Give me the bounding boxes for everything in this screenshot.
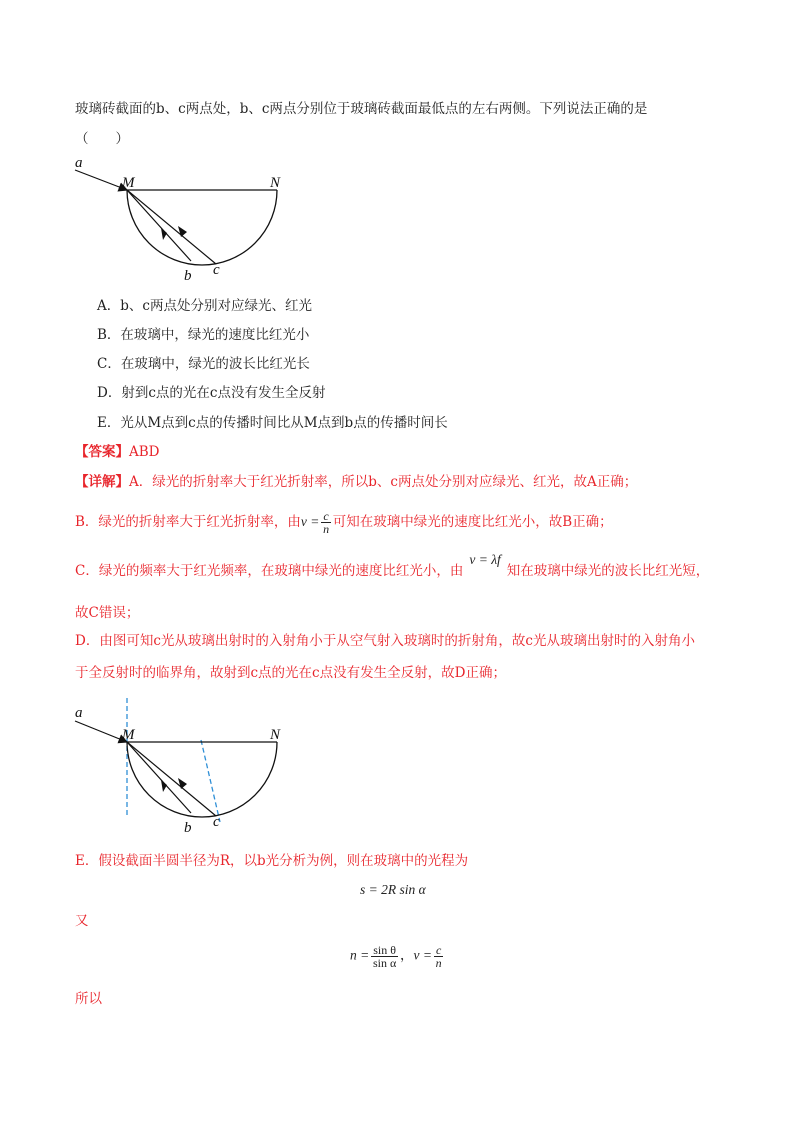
frac-c-over-n <box>434 944 443 969</box>
arrow-b <box>161 780 167 792</box>
explanation-c <box>75 552 710 580</box>
frac-sin-theta-over-sin-alpha <box>371 944 398 969</box>
ray-to-c <box>127 190 216 264</box>
frac-den: sin α <box>372 956 397 970</box>
option-a: A．b、c两点处分别对应绿光、红光 <box>97 298 312 314</box>
normal-at-c <box>201 740 220 822</box>
incident-ray <box>75 170 127 190</box>
answer-tag: 【答案】 <box>75 444 129 460</box>
explanation-b-pre: B．绿光的折射率大于红光折射率，由 <box>75 514 301 530</box>
answer-line <box>75 443 160 461</box>
explanation-tag: 【详解】 <box>75 474 129 490</box>
ray-to-b <box>127 190 191 261</box>
label-N: N <box>270 727 281 743</box>
explanation-a-text: A．绿光的折射率大于红光折射率，所以b、c两点处分别对应绿光、红光，故A正确； <box>129 474 638 490</box>
label-a: a <box>75 155 83 171</box>
option-b: B．在玻璃中，绿光的速度比红光小 <box>97 327 310 343</box>
explanation-e-line1: E．假设截面半圆半径为R，以b光分析为例，则在玻璃中的光程为 <box>75 853 469 869</box>
frac-num: sin θ <box>373 943 397 957</box>
ray-to-c <box>127 742 216 816</box>
explanation-b-post: 可知在玻璃中绿光的速度比红光小，故B正确； <box>332 514 613 530</box>
answer-value: ABD <box>129 444 160 460</box>
label-M: M <box>122 727 135 743</box>
formula-n-and-v <box>350 944 445 969</box>
explanation-c-pre: C．绿光的频率大于红光频率，在玻璃中绿光的速度比红光小，由 <box>75 563 464 579</box>
option-e: E．光从M点到c点的传播时间比从M点到b点的传播时间长 <box>97 415 448 431</box>
semicircle-figure-2 <box>70 695 310 835</box>
formula-separator: ， <box>400 947 414 963</box>
explanation-b <box>75 510 613 535</box>
label-c: c <box>213 814 220 830</box>
ray-to-b <box>127 742 191 813</box>
formula-v-lambda-f: v = λf <box>469 552 501 567</box>
label-N: N <box>270 175 281 191</box>
explanation-a <box>75 473 637 491</box>
frac-num: c <box>323 509 329 523</box>
explanation-e-again: 又 <box>75 913 89 929</box>
frac-num: c <box>436 943 442 957</box>
label-c: c <box>213 262 220 278</box>
option-d: D．射到c点的光在c点没有发生全反射 <box>97 385 326 401</box>
semicircle-figure-1 <box>70 150 310 290</box>
incident-ray <box>75 721 127 742</box>
label-a: a <box>75 705 83 721</box>
arrow-c <box>178 778 187 789</box>
explanation-c-post: 知在玻璃中绿光的波长比红光短， <box>506 563 710 579</box>
explanation-d-line2: 于全反射时的临界角，故射到c点的光在c点没有发生全反射，故D正确； <box>75 665 506 681</box>
question-stem-line2: （ ） <box>75 131 129 147</box>
option-c: C．在玻璃中，绿光的波长比红光长 <box>97 356 310 372</box>
label-b: b <box>184 820 192 835</box>
arrow-c <box>178 226 187 237</box>
formula-path-length: s = 2R sin α <box>360 882 426 897</box>
frac-den: n <box>323 522 330 536</box>
formula-v-c-over-n <box>321 510 330 535</box>
arrow-b <box>161 228 167 240</box>
explanation-e-so: 所以 <box>75 991 102 1007</box>
formula-n-lhs: n = <box>350 947 370 963</box>
semicircle-arc <box>127 742 277 817</box>
explanation-c-line2: 故C错误； <box>75 605 140 621</box>
question-stem-line1: 玻璃砖截面的b、c两点处，b、c两点分别位于玻璃砖截面最低点的左右两侧。下列说法正确的是 <box>75 101 648 117</box>
formula-v-lhs: v = <box>300 514 320 529</box>
explanation-d-line1: D．由图可知c光从玻璃出射时的入射角小于从空气射入玻璃时的折射角，故c光从玻璃出射时的入射角小 <box>75 633 695 649</box>
frac-den: n <box>435 956 442 970</box>
label-b: b <box>184 268 192 284</box>
formula-v-lhs: v = <box>413 947 432 963</box>
label-M: M <box>122 175 135 191</box>
semicircle-arc <box>127 190 277 265</box>
